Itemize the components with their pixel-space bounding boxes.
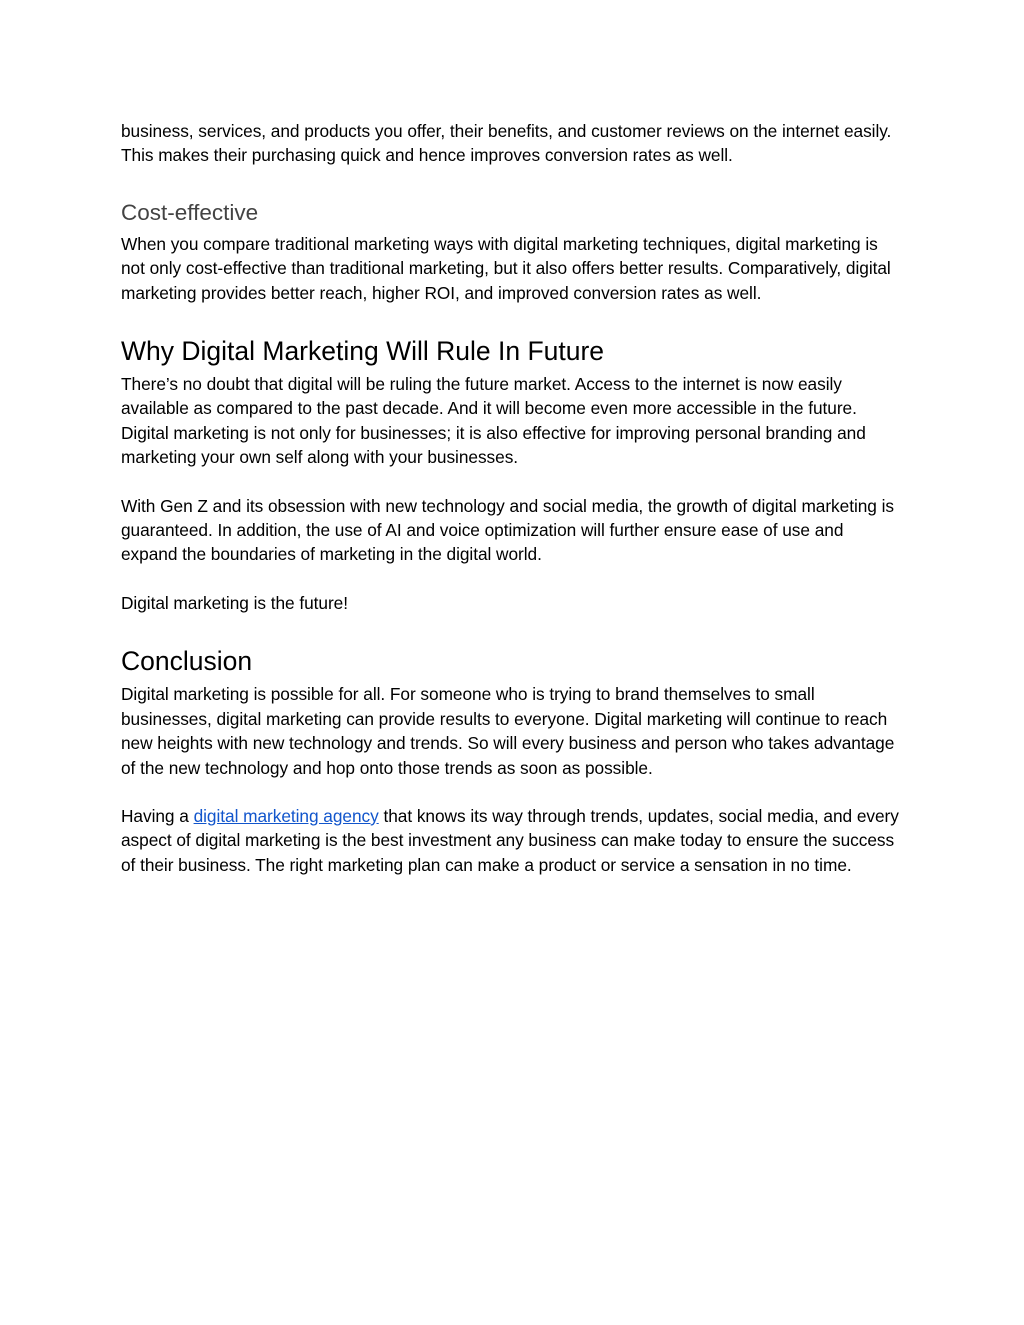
conclusion-paragraph-2-suffix: that knows its way through trends, updates, social media, and every aspect of digital marketing is the best investment any business can make today to ensure the success of their business. The right marketing plan can make a product or service a sensation in no time. (121, 805, 899, 875)
conclusion-paragraph-2-prefix: Having a (121, 805, 194, 826)
future-paragraph-1: There’s no doubt that digital will be ruling the future market. Access to the internet is now easily available as compared to the past decade. And it will become even more accessible in the future. Digital marketing is not only for businesses; it is also effective for improving personal branding and marketing your own self along with your businesses. (121, 374, 866, 468)
conclusion-heading: Conclusion (121, 646, 253, 677)
future-paragraph-3: Digital marketing is the future! (121, 592, 348, 613)
future-heading: Why Digital Marketing Will Rule In Future (121, 336, 605, 367)
conclusion-paragraph-1: Digital marketing is possible for all. For someone who is trying to brand themselves to small businesses, digital marketing can provide results to everyone. Digital marketing will continue to reach new heights with new technology and trends. So will every business and person who takes advantage of the new technology and hop onto those trends as soon as possible. (121, 684, 895, 778)
future-paragraph-2: With Gen Z and its obsession with new technology and social media, the growth of digital marketing is guaranteed. In addition, the use of AI and voice optimization will further ensure ease of use and expand the boundaries of marketing in the digital world. (121, 495, 895, 565)
cost-effective-heading: Cost-effective (121, 199, 259, 225)
conclusion-paragraph-2 (121, 804, 901, 877)
cost-effective-paragraph: When you compare traditional marketing ways with digital marketing techniques, digital marketing is not only cost-effective than traditional marketing, but it also offers better results. Comparatively, digital marketing provides better reach, higher ROI, and improved conversion rates as well. (121, 233, 891, 303)
digital-marketing-agency-link[interactable]: digital marketing agency (193, 805, 379, 826)
document-page (121, 119, 901, 877)
intro-paragraph: business, services, and products you offer, their benefits, and customer reviews on the internet easily. This makes their purchasing quick and hence improves conversion rates as well. (121, 121, 892, 166)
